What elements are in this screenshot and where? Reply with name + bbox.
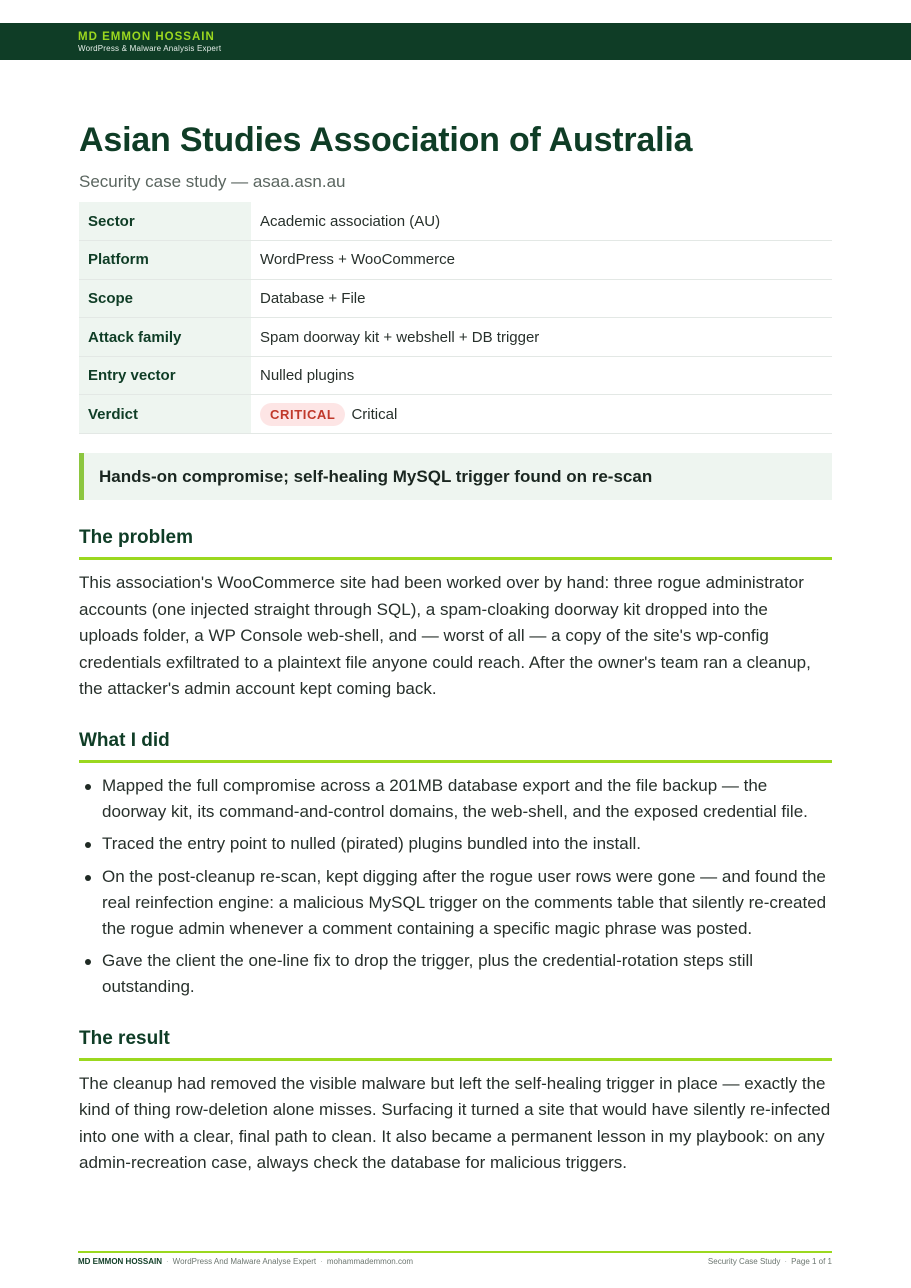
meta-value (251, 395, 832, 434)
meta-label: Scope (79, 279, 251, 318)
footer-right: Security Case Study · Page 1 of 1 (707, 1257, 832, 1266)
meta-label: Attack family (79, 318, 251, 357)
severity-badge: CRITICAL (260, 403, 345, 426)
result-paragraph: The cleanup had removed the visible malware but left the self-healing trigger in place — exactly the kind of thing row-deletion alone misses. Surfacing it turned a site that would have silently re-infected into one with a clear, final path to clean. It also became a permanent lesson in my playbook: on any admin-recreation case, always check the database for malicious triggers. (79, 1073, 831, 1173)
meta-label: Entry vector (79, 356, 251, 395)
header-bar (0, 23, 911, 60)
meta-label: Platform (79, 241, 251, 280)
meta-row-entry-vector (79, 356, 832, 395)
case-meta-table (79, 202, 832, 434)
footer-left: MD EMMON HOSSAIN · WordPress And Malware Analyse Expert · mohammademmon.com (78, 1257, 414, 1266)
meta-row-attack-family (79, 318, 832, 357)
footer-site-link[interactable]: mohammademmon.com (326, 1257, 414, 1266)
section-heading-problem: The problem (79, 526, 832, 560)
meta-row-verdict (79, 395, 832, 434)
actions-list (79, 773, 832, 1001)
meta-label: Verdict (79, 395, 251, 434)
list-item: Mapped the full compromise across a 201MB database export and the file backup — the doorway kit, its command-and-control domains, the web-shell, and the exposed credential file. (79, 773, 832, 825)
footer-doc-type: Security Case Study (707, 1257, 781, 1266)
meta-row-platform (79, 241, 832, 280)
meta-row-scope (79, 279, 832, 318)
problem-paragraph: This association's WooCommerce site had been worked over by hand: three rogue administrator accounts (one injected straight through SQL), a spam-cloaking doorway kit dropped into the uploads folder, a WP Console web-shell, and — worst of all — a copy of the site's wp-config credentials exfiltrated to a plaintext file anyone could reach. After the owner's team ran a cleanup, the attacker's admin account kept coming back. (79, 573, 811, 699)
header-name: MD EMMON HOSSAIN (78, 31, 215, 43)
main-content (79, 118, 832, 1177)
meta-value: Database + File (251, 279, 832, 318)
meta-value: Nulled plugins (251, 356, 832, 395)
header-tagline: WordPress & Malware Analysis Expert (78, 44, 222, 53)
list-item: Traced the entry point to nulled (pirated) plugins bundled into the install. (79, 831, 832, 857)
page-subtitle: Security case study — asaa.asn.au (79, 172, 346, 191)
verdict-text: Critical (351, 405, 398, 423)
list-item: On the post-cleanup re-scan, kept digging after the rogue user rows were gone — and found the real reinfection engine: a malicious MySQL trigger on the comments table that silently re-created the rogue admin whenever a comment containing a specific magic phrase was posted. (79, 864, 832, 943)
footer-tagline: WordPress And Malware Analyse Expert (172, 1257, 317, 1266)
summary-callout: Hands-on compromise; self-healing MySQL trigger found on re-scan (79, 453, 832, 500)
list-item: Gave the client the one-line fix to drop the trigger, plus the credential-rotation steps still outstanding. (79, 948, 832, 1000)
section-heading-result: The result (79, 1027, 832, 1061)
meta-value: WordPress + WooCommerce (251, 241, 832, 280)
meta-value: Spam doorway kit + webshell + DB trigger (251, 318, 832, 357)
page-title: Asian Studies Association of Australia (79, 121, 693, 159)
meta-value: Academic association (AU) (251, 202, 832, 241)
meta-row-sector (79, 202, 832, 241)
footer-page-number: Page 1 of 1 (791, 1257, 832, 1266)
footer-name: MD EMMON HOSSAIN (78, 1257, 162, 1266)
page-footer (78, 1251, 832, 1271)
meta-label: Sector (79, 202, 251, 241)
section-heading-what-i-did: What I did (79, 729, 832, 763)
